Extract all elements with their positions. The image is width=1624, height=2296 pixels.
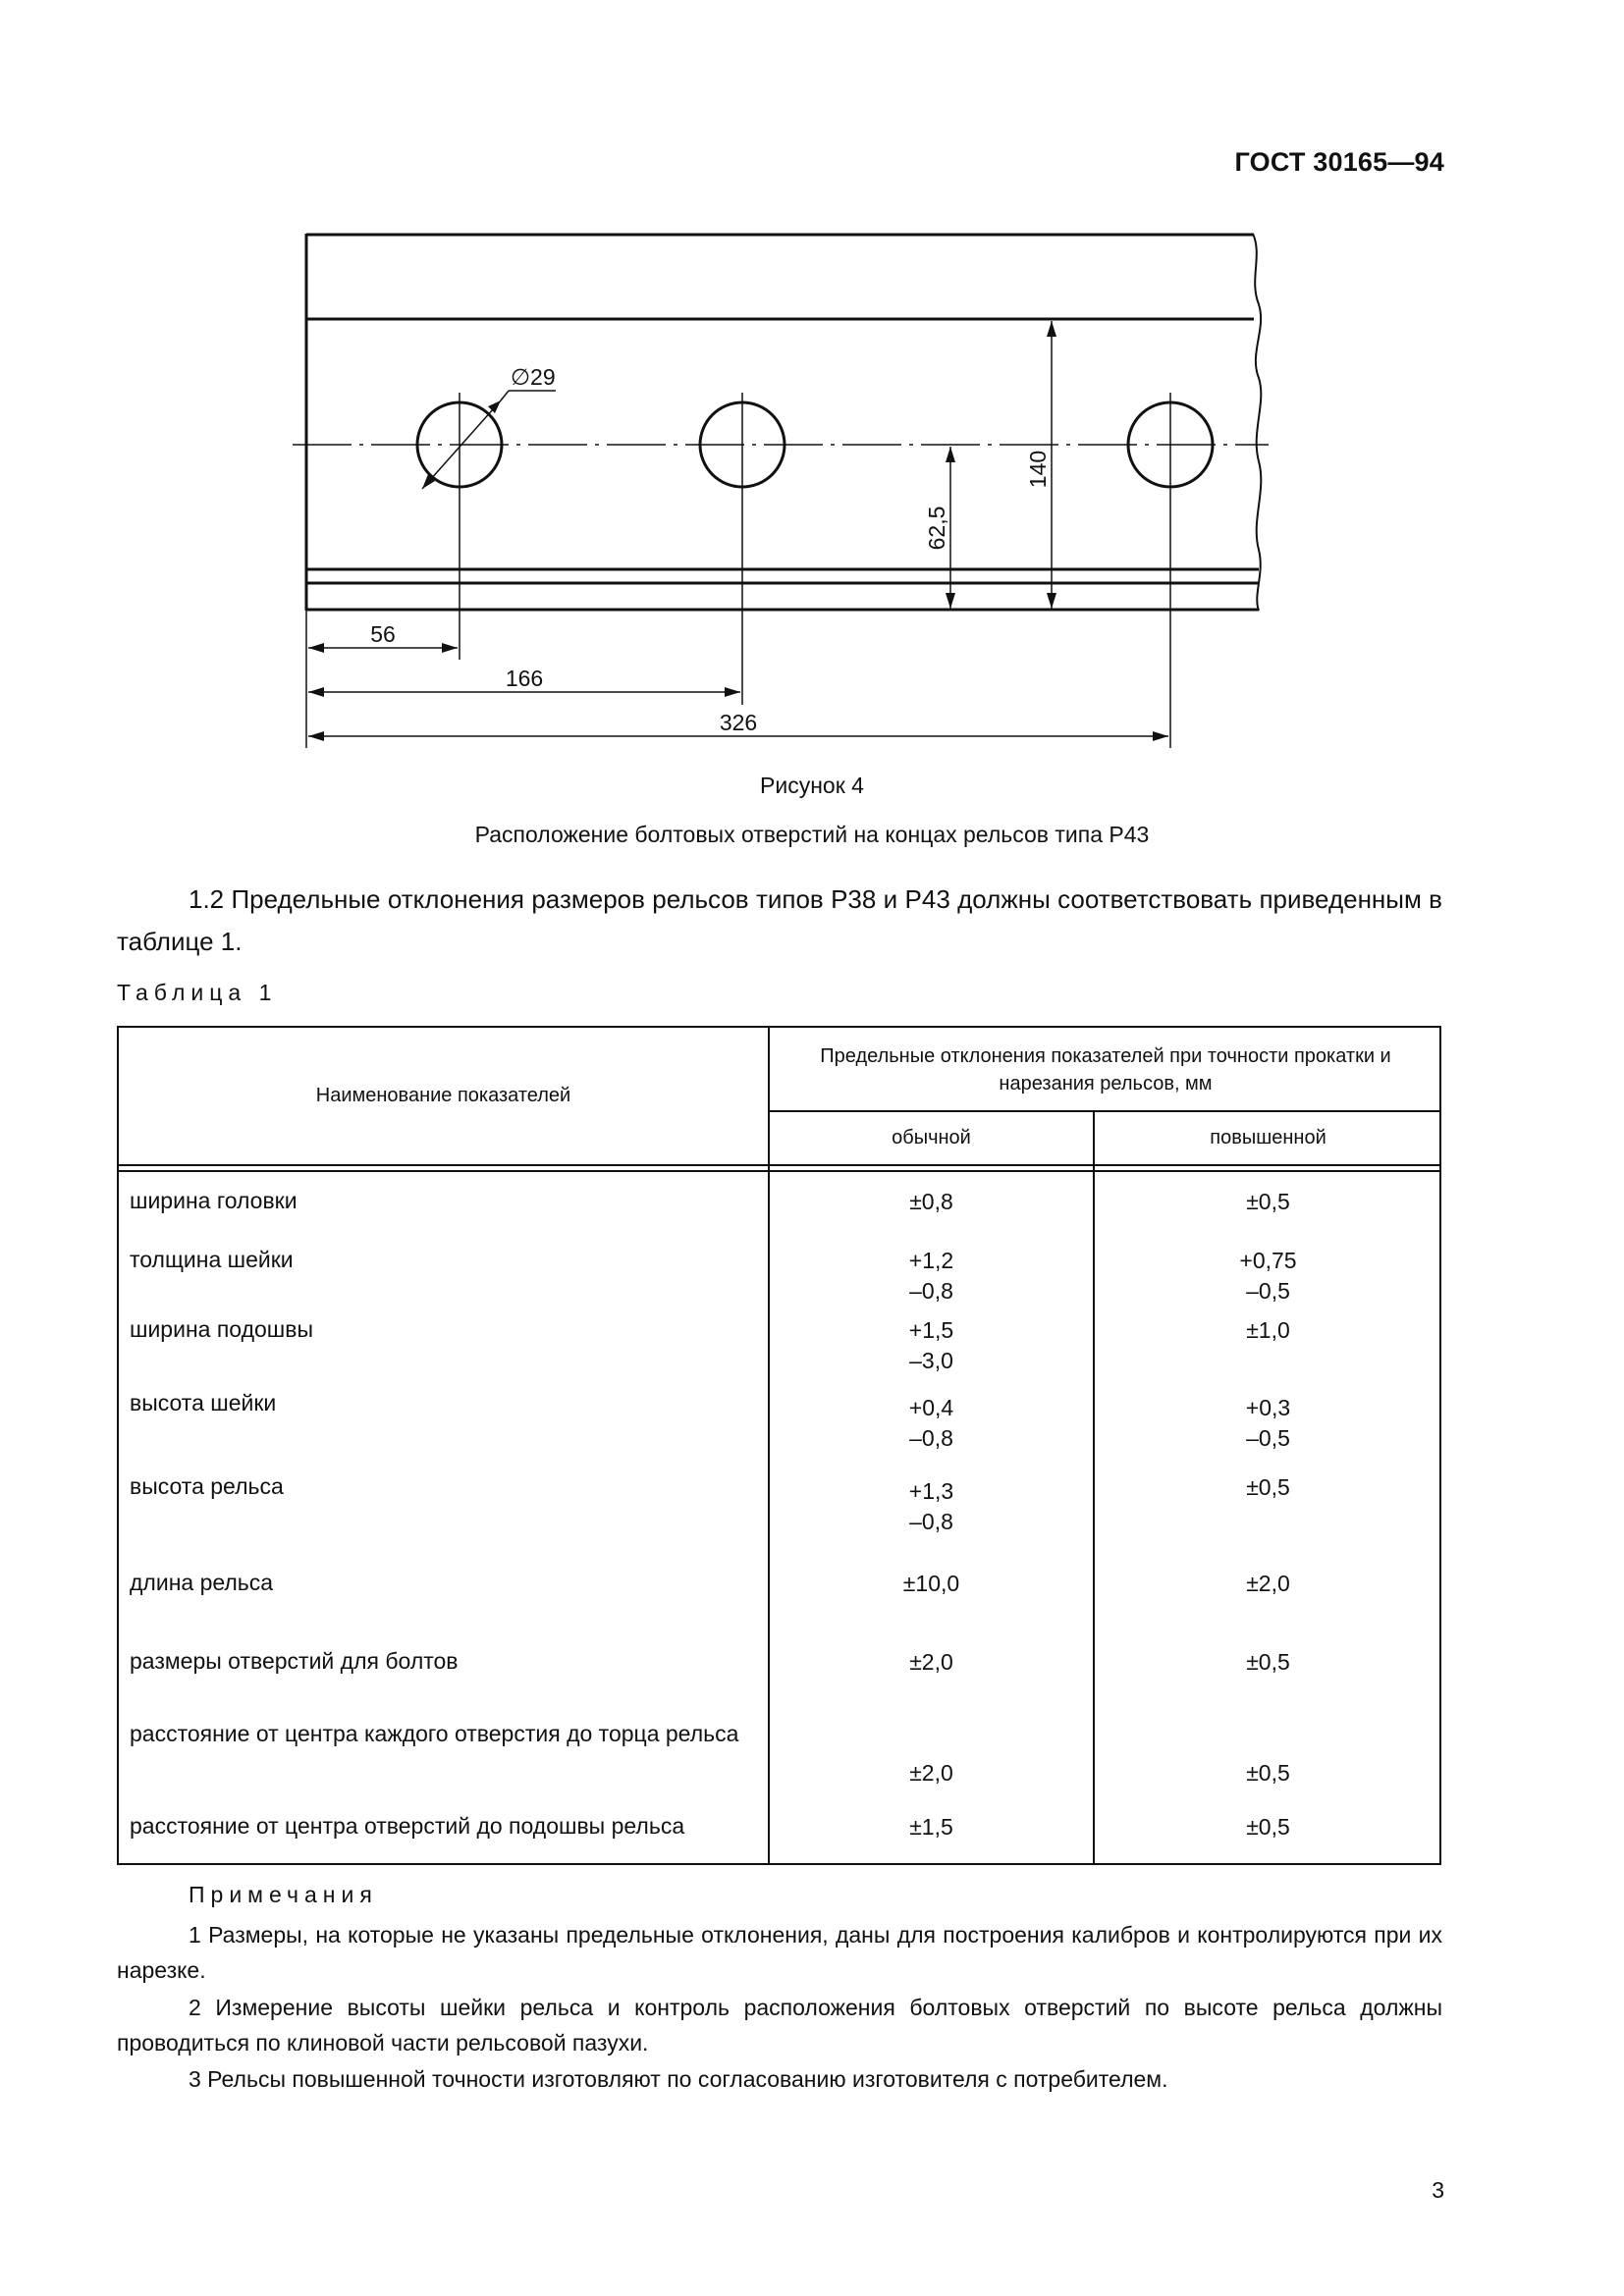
table-row-normal: ±2,0 [909,1760,953,1786]
table-label: Таблица 1 [117,980,278,1005]
table-row-high: +0,75 –0,5 [1239,1248,1297,1304]
table-row-name: высота шейки [130,1390,277,1415]
table-row-name: расстояние от центра каждого отверстия до торца рельса [130,1721,739,1746]
table-row-high: ±0,5 [1246,1649,1290,1675]
table-row-high: ±0,5 [1246,1474,1290,1500]
dim-56-label: 56 [370,621,396,647]
table-row-name: длина рельса [130,1570,274,1595]
page-number: 3 [1432,2177,1444,2203]
table-row-normal: ±2,0 [909,1649,953,1675]
table-row-normal: +0,4 –0,8 [908,1395,954,1451]
table-row-name: размеры отверстий для болтов [130,1648,459,1674]
header-high: повышенной [1210,1127,1326,1148]
note-item: 1 Размеры, на которые не указаны предельные отклонения, даны для построения калибров и контролируются при их нарезке. [117,1922,1442,1983]
figure-caption: Расположение болтовых отверстий на концах рельсов типа Р43 [474,822,1150,847]
tolerance-table [117,1026,1441,1865]
table-row-high: ±1,0 [1246,1317,1290,1343]
dim-166-label: 166 [505,666,544,691]
table-row-high: +0,3 –0,5 [1245,1395,1291,1451]
header-group: Предельные отклонения показателей при точности прокатки и нарезания рельсов, мм [820,1045,1391,1095]
table-row-name: толщина шейки [130,1247,294,1272]
table-row-high: ±0,5 [1246,1760,1290,1786]
notes-title: Примечания [189,1882,378,1907]
note-item: 3 Рельсы повышенной точности изготовляют по согласованию изготовителя с потребителем. [189,2066,1168,2092]
note-item: 2 Измерение высоты шейки рельса и контроль расположения болтовых отверстий по высоте рельса должны проводиться по клиновой части рельсовой пазухи. [117,1995,1442,2056]
table-row-high: ±0,5 [1246,1189,1290,1214]
table-row-normal: ±0,8 [909,1189,953,1214]
dim-diameter-label: ∅29 [511,364,556,390]
table-row-high: ±0,5 [1246,1814,1290,1840]
rail-drawing [0,0,1624,785]
table-row-normal: +1,2 –0,8 [908,1248,954,1304]
table-row-high: ±2,0 [1246,1571,1290,1596]
table-row-name: ширина подошвы [130,1316,313,1342]
table-row-normal: ±10,0 [902,1571,960,1596]
table-row-name: ширина головки [130,1188,298,1213]
table-row-normal: ±1,5 [909,1814,953,1840]
table-row-name: высота рельса [130,1473,284,1499]
figure-number: Рисунок 4 [760,773,864,798]
break-line [1253,234,1261,611]
table-row-name: расстояние от центра отверстий до подошвы рельса [130,1813,685,1839]
header-normal: обычной [892,1127,971,1148]
header-name-column: Наименование показателей [315,1085,571,1106]
document-code: ГОСТ 30165—94 [1234,147,1444,177]
dim-62-label: 62,5 [924,506,949,551]
body-paragraph: 1.2 Предельные отклонения размеров рельсов типов Р38 и Р43 должны соответствовать приведенным в таблице 1. [117,884,1442,956]
dim-326-label: 326 [719,710,758,735]
dim-140-label: 140 [1025,450,1051,489]
table-row-normal: +1,5 –3,0 [908,1317,954,1373]
table-row-normal: +1,3 –0,8 [908,1478,954,1534]
